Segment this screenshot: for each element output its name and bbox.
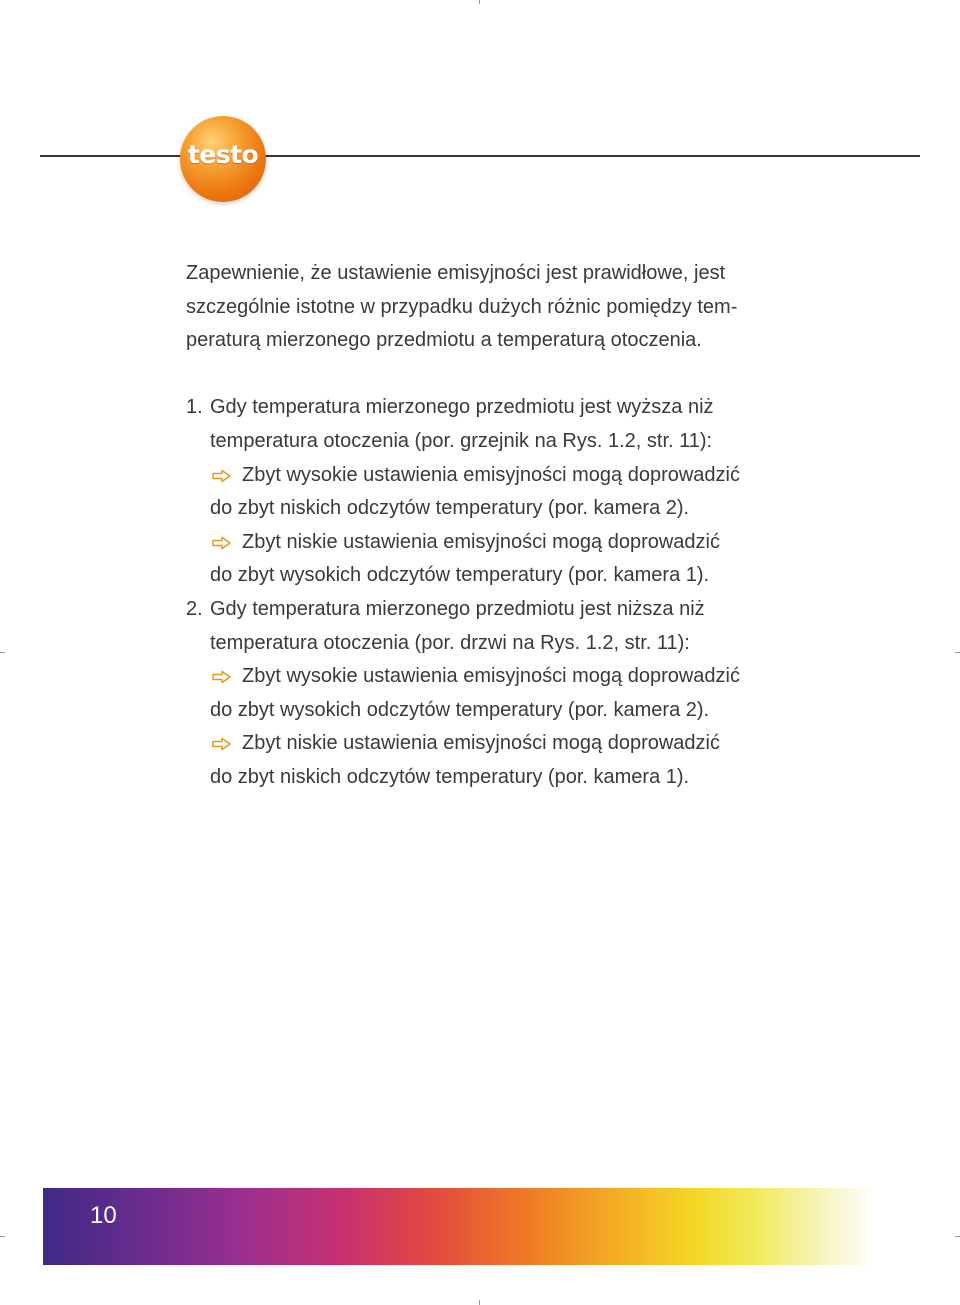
consequence-text: Zbyt niskie ustawienia emisyjności mogą doprowadzić	[242, 732, 720, 755]
list-item-heading	[186, 593, 826, 627]
logo-text: testo	[187, 140, 259, 169]
list-number: 1.	[186, 396, 203, 419]
crop-mark	[479, 0, 480, 4]
consequence-text: do zbyt niskich odczytów temperatury (por. kamera 1).	[210, 765, 690, 788]
page-number: 10	[90, 1202, 117, 1229]
crop-mark	[479, 1300, 480, 1305]
arrow-right-outline-icon	[210, 737, 242, 751]
header-rule	[40, 155, 920, 157]
consequence-text: Zbyt wysokie ustawienia emisyjności mogą doprowadzić	[242, 463, 740, 486]
consequence-text: do zbyt wysokich odczytów temperatury (por. kamera 1).	[210, 564, 710, 587]
consequence-text: Zbyt niskie ustawienia emisyjności mogą doprowadzić	[242, 530, 720, 553]
list-number: 2.	[186, 597, 203, 620]
list-item-heading	[186, 391, 826, 425]
consequence-point	[186, 459, 826, 493]
crop-mark	[0, 1236, 5, 1237]
crop-mark	[955, 652, 960, 653]
arrow-right-outline-icon	[210, 536, 242, 550]
consequence-point	[186, 660, 826, 694]
arrow-right-outline-icon	[210, 469, 242, 483]
list-item-text: temperatura otoczenia (por. grzejnik na Rys. 1.2, str. 11):	[210, 429, 713, 452]
list-item-text: Gdy temperatura mierzonego przedmiotu jest niższa niż	[210, 597, 705, 620]
consequence-point	[186, 727, 826, 761]
consequence-point	[186, 526, 826, 560]
document-body	[186, 257, 826, 795]
list-item-text: Gdy temperatura mierzonego przedmiotu jest wyższa niż	[210, 396, 714, 419]
intro-line: szczególnie istotne w przypadku dużych różnic pomiędzy tem-	[186, 295, 738, 318]
consequence-text: do zbyt wysokich odczytów temperatury (por. kamera 2).	[210, 698, 710, 721]
crop-mark	[0, 652, 5, 653]
intro-line: Zapewnienie, że ustawienie emisyjności jest prawidłowe, jest	[186, 262, 726, 284]
crop-mark	[955, 1236, 960, 1237]
footer-gradient-bar	[43, 1188, 875, 1265]
consequence-text: Zbyt wysokie ustawienia emisyjności mogą doprowadzić	[242, 665, 740, 688]
arrow-right-outline-icon	[210, 670, 242, 684]
paragraph-spacer	[186, 358, 826, 392]
intro-line: peraturą mierzonego przedmiotu a temperaturą otoczenia.	[186, 329, 702, 352]
consequence-text: do zbyt niskich odczytów temperatury (por. kamera 2).	[210, 497, 690, 520]
testo-logo	[180, 116, 266, 202]
list-item-text: temperatura otoczenia (por. drzwi na Rys. 1.2, str. 11):	[210, 631, 690, 654]
